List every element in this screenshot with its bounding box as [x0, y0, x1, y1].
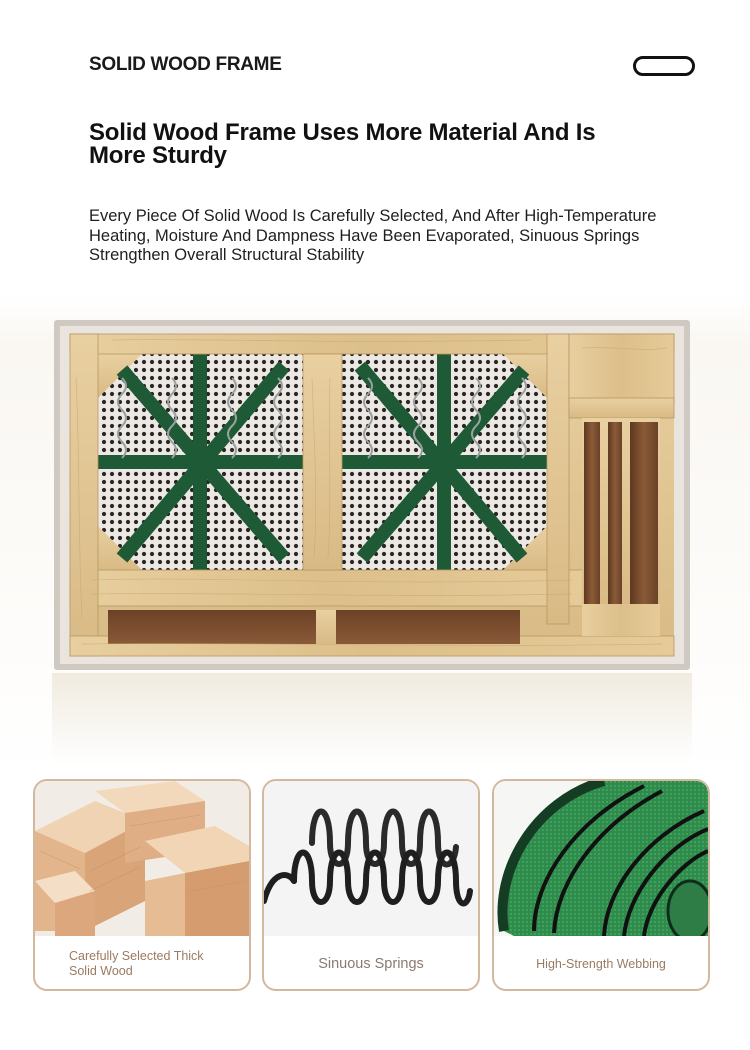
- frame-reflection: [52, 673, 692, 763]
- wood-frame-illustration: [52, 318, 692, 673]
- right-slot-3: [630, 422, 658, 604]
- spring-panel-right: [342, 354, 547, 570]
- feature-caption-webbing: High-Strength Webbing: [536, 956, 666, 971]
- feature-caption-springs: Sinuous Springs: [318, 955, 424, 972]
- right-slot-1: [584, 422, 600, 604]
- wood-planks-icon: [35, 781, 249, 936]
- sinuous-spring-icon: [264, 781, 478, 936]
- section-label: SOLID WOOD FRAME: [89, 54, 282, 75]
- lower-slot-left: [108, 610, 316, 644]
- feature-card-springs: [262, 779, 480, 991]
- feature-card-webbing: [492, 779, 710, 991]
- description: Every Piece Of Solid Wood Is Carefully Selected, And After High-Temperature Heating, Moisture And Dampness Have Been Evaporated, Sinuous Springs Strengthen Overall Structural Stability: [89, 207, 657, 264]
- spring-panel-left: [98, 354, 303, 570]
- feature-card-wood: [33, 779, 251, 991]
- right-slot-2: [608, 422, 622, 604]
- webbing-roll-icon: [494, 781, 708, 936]
- headline: Solid Wood Frame Uses More Material And Is More Sturdy: [89, 119, 596, 169]
- feature-caption-wood: Carefully Selected Thick Solid Wood: [69, 949, 204, 978]
- pill-icon: [633, 56, 695, 76]
- lower-slot-right: [336, 610, 520, 644]
